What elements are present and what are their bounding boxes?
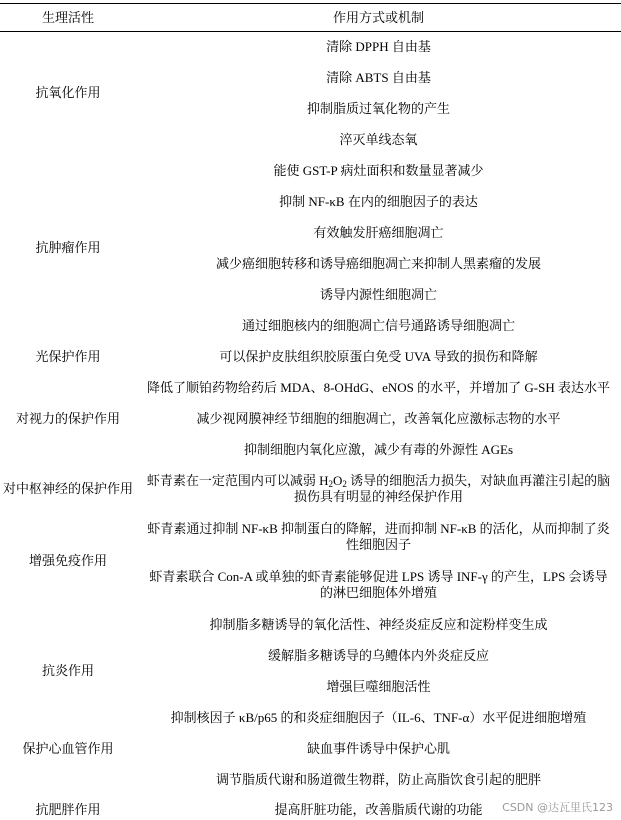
activity-label: 抗氧化作用 [35,85,101,100]
header-mechanism: 作用方式或机制 [332,9,424,25]
mechanism-cell: 抑制细胞内氧化应激，减少有毒的外源性 AGEs [243,441,514,457]
watermark: CSDN @达瓦里氏123 [502,801,613,814]
mechanism-cell: 通过细胞核内的细胞凋亡信号通路诱导细胞凋亡 [241,317,515,333]
mechanism-cell: 降低了顺铂药物给药后 MDA、8-OHdG、eNOS 的水平，并增加了 G-SH 表达水平 [147,379,610,395]
activity-label: 光保护作用 [35,348,101,364]
mechanism-cell: 抑制 NF-κB 在内的细胞因子的表达 [279,193,478,209]
mechanism-cell: 提高肝脏功能，改善脂质代谢的功能 [274,802,483,817]
mechanism-line: 性细胞因子 [345,537,411,552]
mechanism-cell: 增强巨噬细胞活性 [326,678,431,694]
mechanism-cell: 抑制脂质过氧化物的产生 [306,100,450,116]
mechanism-cell: 调节脂质代谢和肠道微生物群，防止高脂饮食引起的肥胖 [215,771,541,787]
mechanism-cell: 缺血事件诱导中保护心肌 [306,740,450,756]
mechanism-cell [136,561,621,609]
mechanism-cell: 减少癌细胞转移和诱导癌细胞凋亡来抑制人黑素瘤的发展 [215,255,541,271]
activity-label: 保护心血管作用 [22,740,114,756]
mechanism-cell [136,465,621,513]
activity-label: 抗炎作用 [41,663,94,678]
mechanism-cell: 抑制脂多糖诱导的氧化活性、神经炎症反应和淀粉样变生成 [209,616,548,632]
mechanism-cell [136,513,621,561]
activity-label: 对视力的保护作用 [15,410,120,426]
activity-label: 对中枢神经的保护作用 [2,481,133,496]
activity-label: 抗肿瘤作用 [35,240,101,255]
mechanism-line: 虾青素通过抑制 NF-κB 抑制蛋白的降解，进而抑制 NF-κB 的活化，从而抑制了炎 [147,521,610,536]
mechanism-line: 损伤具有明显的神经保护作用 [293,489,463,504]
header-activity: 生理活性 [41,9,94,25]
mechanism-cell: 清除 DPPH 自由基 [326,38,431,54]
mechanism-cell: 淬灭单线态氧 [339,131,418,147]
mechanism-cell: 抑制核因子 κB/p65 的和炎症细胞因子（IL-6、TNF-α）水平促进细胞增殖 [170,709,587,725]
mechanism-line: 虾青素联合 Con-A 或单独的虾青素能够促进 LPS 诱导 INF-γ 的产生，LPS 会诱导 [149,569,608,584]
mechanism-cell: 诱导内源性细胞凋亡 [319,286,437,302]
mechanism-cell: 缓解脂多糖诱导的乌鳢体内外炎症反应 [267,647,489,663]
mechanism-cell: 有效触发肝癌细胞凋亡 [313,224,444,240]
mechanism-cell: 减少视网膜神经节细胞的细胞凋亡，改善氧化应激标志物的水平 [196,410,561,426]
mechanism-cell: 清除 ABTS 自由基 [326,69,431,85]
activity-label: 抗肥胖作用 [35,802,101,817]
mechanism-line: 的淋巴细胞体外增殖 [319,585,437,600]
mechanism-line: 虾青素在一定范围内可以减弱 $H_2O_2$ 诱导的细胞活力损失，对缺血再灌注引起的脑 [146,473,611,489]
mechanism-cell: 能使 GST-P 病灶面积和数量显著减少 [273,162,484,178]
mechanism-cell: 可以保护皮肤组织胶原蛋白免受 UVA 导致的损伤和降解 [219,348,538,364]
activity-label: 增强免疫作用 [28,553,107,568]
